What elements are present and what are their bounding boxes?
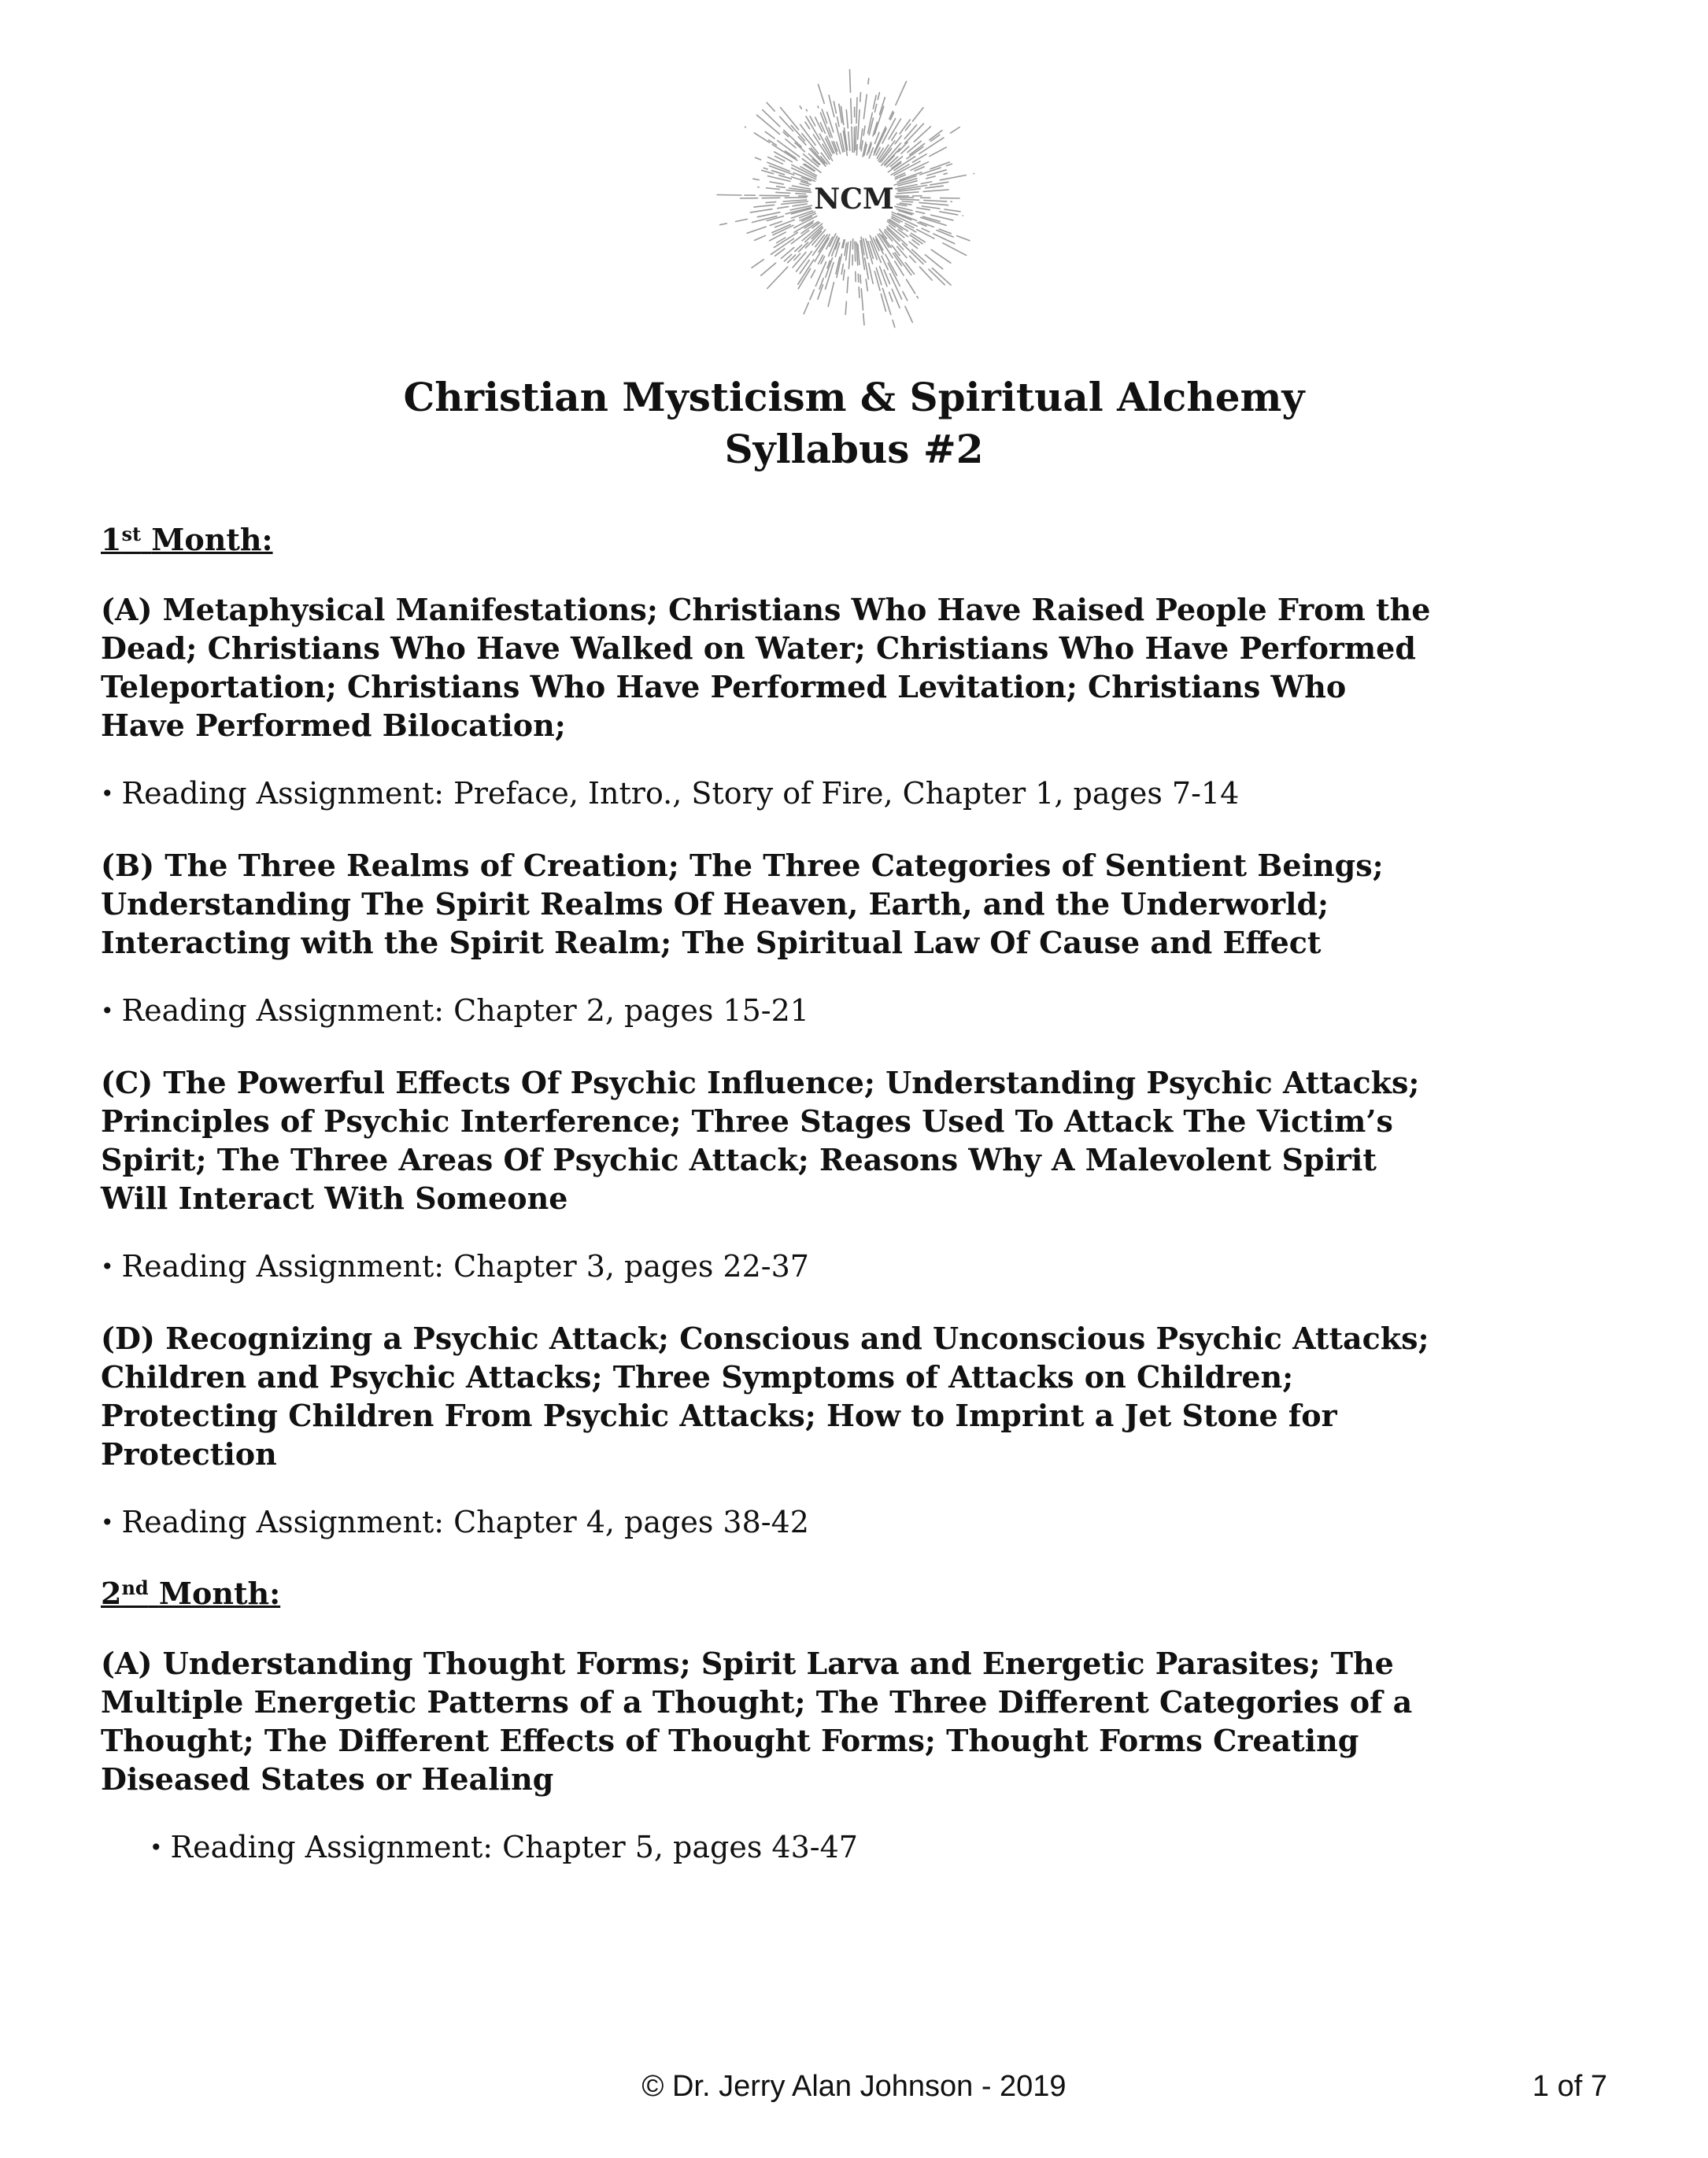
sunburst-ray (909, 256, 915, 262)
bullet-icon: • (101, 998, 114, 1024)
sunburst-ray (868, 79, 869, 84)
sunburst-ray (785, 151, 796, 158)
sunburst-ray (861, 289, 863, 310)
topic-1b: (B) The Three Realms of Creation; The Three Categories of Sentient Beings; Understanding The Spirit Realms Of Heaven, Earth, and the Underworld; Interacting with the Spirit Realm; The Spiritual Law Of Cause and Effect (101, 848, 1384, 960)
sunburst-ray (767, 267, 788, 288)
sunburst-ray (798, 268, 810, 288)
sunburst-ray (858, 110, 860, 140)
sunburst-ray (874, 104, 876, 112)
topic-2a: (A) Understanding Thought Forms; Spirit Larva and Energetic Parasites; The Multiple Energetic Patterns of a Thought; The Three Different Categories of a Thought; The Different Effects of Thought Forms; Thought Forms Creating Diseased States or Healing (101, 1646, 1413, 1797)
sunburst-ray (859, 287, 860, 297)
sunburst-ray (943, 243, 967, 256)
logo-monogram: NCM (814, 183, 894, 216)
sunburst-ray (855, 242, 856, 261)
sunburst-ray (921, 217, 947, 225)
sunburst-ray (778, 207, 789, 209)
sunburst-ray (903, 292, 908, 301)
sunburst-ray (914, 127, 930, 142)
sunburst-ray (847, 277, 848, 293)
sunburst-ray (919, 267, 932, 280)
sunburst-ray (926, 186, 943, 188)
sunburst-ray (763, 168, 767, 169)
sunburst-ray (768, 176, 790, 182)
sunburst-ray (754, 133, 769, 142)
sunburst-ray (917, 208, 930, 210)
sunburst-ray (926, 255, 943, 269)
sunburst-ray (878, 93, 879, 100)
sunburst-ray (921, 182, 931, 184)
sunburst-ray (896, 82, 907, 105)
sunburst-ray (837, 142, 841, 154)
sunburst-ray (760, 195, 789, 196)
sunburst-ray (829, 95, 834, 116)
sunburst-ray (875, 236, 882, 249)
title-line-2: Syllabus #2 (724, 426, 984, 472)
sunburst-ray (882, 235, 892, 248)
sunburst-ray (946, 164, 952, 165)
sunburst-ray (940, 212, 958, 215)
sunburst-ray (815, 262, 826, 286)
sunburst-ray (846, 110, 848, 128)
sunburst-ray (865, 258, 869, 279)
sunburst-ray (957, 236, 970, 241)
sunburst-ray (766, 202, 776, 203)
sunburst-ray (819, 255, 823, 264)
reading-assignment-1a: • Reading Assignment: Preface, Intro., Story of Fire, Chapter 1, pages 7-14 (101, 776, 1240, 811)
sunburst-ray (752, 260, 763, 268)
sunburst-ray (874, 106, 884, 134)
sunburst-ray (793, 204, 807, 206)
sunburst-ray (893, 320, 895, 327)
sunburst-ray (767, 102, 775, 111)
sunburst-ray (800, 106, 801, 109)
sunburst-ray (900, 199, 919, 200)
sunburst-ray (779, 176, 792, 179)
sunburst-ray (930, 147, 946, 157)
sunburst-ray (874, 272, 880, 290)
topic-1d: (D) Recognizing a Psychic Attack; Conscious and Unconscious Psychic Attacks; Children and Psychic Attacks; Three Symptoms of Attacks on Children; Protecting Children From Psychic Attacks; How to Imprint a Jet Stone for Protection (101, 1321, 1429, 1472)
sunburst-ray (845, 301, 846, 314)
sunburst-ray (767, 188, 780, 190)
sunburst-ray (923, 190, 948, 191)
sunburst-ray (885, 254, 897, 275)
sunburst-ray (771, 238, 793, 254)
reading-assignment-1c: • Reading Assignment: Chapter 3, pages 22-37 (101, 1249, 809, 1284)
bullet-icon: • (101, 781, 114, 807)
sunburst-ray (763, 110, 780, 127)
sunburst-ray (770, 182, 783, 184)
sunburst-ray (863, 314, 864, 325)
sunburst-ray (895, 206, 912, 210)
sunburst-ray (848, 242, 851, 269)
sunburst-ray (951, 127, 960, 134)
topic-1c: (C) The Powerful Effects Of Psychic Influence; Understanding Psychic Attacks; Principles of Psychic Interference; Three Stages Used To Attack The Victim’s Spirit; The Three Areas Of Psychic Attack; Reasons Why A Malevolent Spirit Will Interact With Someone (101, 1065, 1420, 1216)
sunburst-ray (781, 108, 799, 130)
sunburst-ray (795, 142, 805, 151)
month-heading-1: 1st Month: (101, 522, 273, 557)
bullet-icon: • (150, 1835, 163, 1861)
sunburst-ray (848, 132, 850, 150)
sunburst-ray (902, 244, 923, 264)
topic-1a: (A) Metaphysical Manifestations; Christians Who Have Raised People From the Dead; Christians Who Have Walked on Water; Christians Who Have Performed Teleportation; Christians Who Have Performed Levitation; Christians Who Have Performed Bilocation; (101, 592, 1431, 743)
sunburst-ray (863, 126, 865, 135)
sunburst-ray (916, 212, 925, 214)
reading-assignment-2a: • Reading Assignment: Chapter 5, pages 43-47 (150, 1830, 858, 1864)
sunburst-ray (919, 202, 948, 205)
sunburst-ray (761, 263, 776, 275)
sunburst-ray (804, 164, 815, 172)
reading-assignment-1d: • Reading Assignment: Chapter 4, pages 38-42 (101, 1505, 809, 1539)
sunburst-ray (754, 205, 775, 207)
sunburst-ray (931, 249, 951, 263)
sunburst-ray (756, 157, 761, 160)
bullet-icon: • (101, 1254, 114, 1280)
sunburst-ray (804, 303, 808, 314)
sunburst-ray (819, 84, 825, 103)
sunburst-ray (895, 253, 911, 275)
sunburst-ray (777, 238, 786, 243)
sunburst-ray (837, 117, 840, 127)
sunburst-ray (922, 228, 930, 232)
sunburst-ray (841, 264, 843, 275)
footer-copyright: © Dr. Jerry Alan Johnson - 2019 (641, 2070, 1067, 2103)
sunburst-ray (933, 234, 955, 244)
sunburst-ray (775, 249, 785, 256)
syllabus-content (101, 521, 1439, 1900)
sunburst-ray (750, 209, 772, 212)
sunburst-ray (827, 113, 834, 132)
sunburst-ray (930, 131, 942, 140)
sunburst-ray (863, 94, 867, 118)
sunburst-ray (907, 279, 915, 294)
sunburst-ray (889, 292, 893, 301)
sunburst-ray (856, 98, 857, 123)
page-number: 1 of 7 (1532, 2070, 1607, 2103)
sunburst-ray (818, 106, 819, 108)
sunburst-ray (776, 192, 790, 193)
sunburst-ray (765, 131, 775, 139)
sunburst-ray (800, 261, 809, 274)
sunburst-ray (930, 182, 948, 185)
sunburst-logo (712, 55, 996, 338)
sunburst-ray (940, 176, 966, 180)
sunburst-ray (917, 297, 918, 298)
reading-assignment-1b: • Reading Assignment: Chapter 2, pages 15-21 (101, 993, 809, 1028)
sunburst-ray (788, 255, 796, 263)
title-line-1: Christian Mysticism & Spiritual Alchemy (403, 374, 1305, 420)
sunburst-ray (811, 227, 823, 238)
sunburst-ray (858, 274, 859, 282)
sunburst-ray (912, 108, 923, 121)
sunburst-ray (902, 201, 912, 202)
sunburst-ray (819, 235, 830, 252)
sunburst-ray (860, 275, 861, 283)
sunburst-ray (757, 115, 780, 134)
sunburst-ray (944, 173, 947, 174)
sunburst-ray (843, 270, 845, 280)
sunburst-ray (897, 192, 919, 194)
document-title (0, 371, 1708, 475)
sunburst-ray (755, 235, 766, 240)
sunburst-ray (810, 290, 814, 300)
sunburst-ray (783, 200, 807, 201)
sunburst-ray (917, 230, 934, 239)
sunburst-ray (850, 69, 851, 92)
sunburst-ray (856, 145, 857, 155)
bullet-icon: • (101, 1509, 114, 1535)
sunburst-ray (834, 102, 836, 113)
month-heading-2: 2nd Month: (101, 1576, 281, 1611)
sunburst-ray (860, 93, 861, 102)
sunburst-ray (774, 232, 797, 247)
sunburst-ray (898, 213, 917, 220)
sunburst-ray (945, 209, 960, 212)
sunburst-ray (905, 306, 912, 322)
sunburst-ray (926, 176, 935, 179)
sunburst-ray (717, 195, 741, 196)
sunburst-ray (851, 98, 852, 124)
sunburst-ray (805, 122, 810, 129)
sunburst-ray (806, 109, 807, 111)
sunburst-ray (828, 283, 834, 307)
sunburst-ray (866, 279, 867, 291)
sunburst-ray (869, 264, 874, 284)
sunburst-ray (747, 227, 766, 233)
sunburst-ray (736, 219, 748, 221)
sunburst-ray (922, 206, 940, 209)
sunburst-ray (811, 270, 815, 278)
sunburst-ray (780, 116, 793, 131)
sunburst-ray (720, 224, 727, 225)
